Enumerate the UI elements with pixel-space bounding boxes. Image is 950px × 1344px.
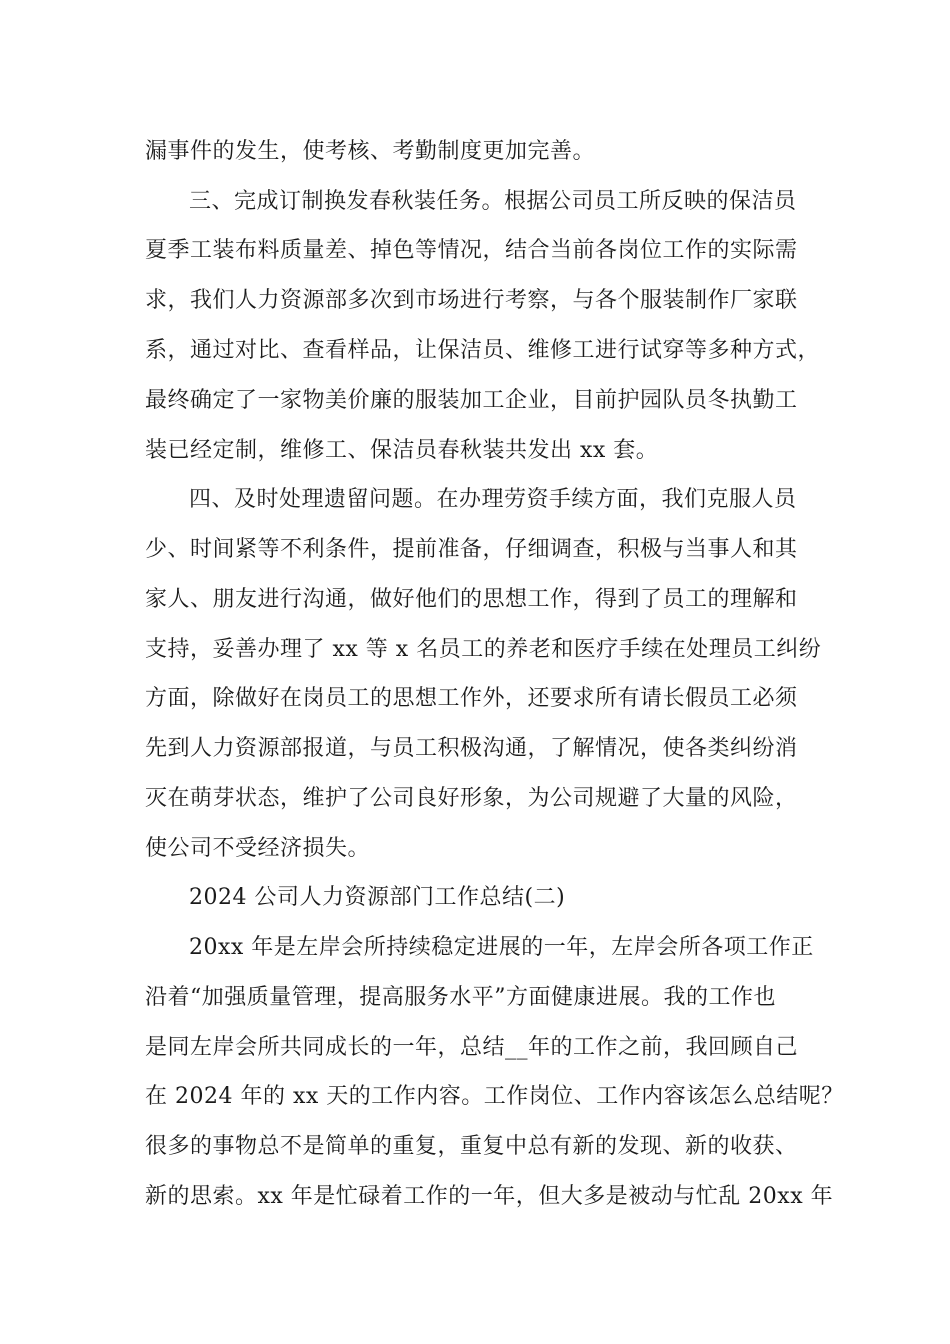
text-line: 少、时间紧等不利条件，提前准备，仔细调查，积极与当事人和其 bbox=[145, 537, 798, 562]
text-line: 装已经定制，维修工、保洁员春秋装共发出 xx 套。 bbox=[145, 438, 659, 463]
text-line: 沿着“加强质量管理，提高服务水平”方面健康进展。我的工作也 bbox=[145, 985, 776, 1010]
text-line: 支持，妥善办理了 xx 等 x 名员工的养老和医疗手续在处理员工纠纷 bbox=[145, 637, 822, 662]
text-line: 使公司不受经济损失。 bbox=[145, 836, 371, 861]
text-line: 是同左岸会所共同成长的一年，总结__年的工作之前，我回顾自己 bbox=[145, 1035, 799, 1060]
text-line: 夏季工装布料质量差、掉色等情况，结合当前各岗位工作的实际需 bbox=[145, 238, 798, 263]
text-line: 很多的事物总不是简单的重复，重复中总有新的发现、新的收获、 bbox=[145, 1134, 798, 1159]
text-line: 灭在萌芽状态，维护了公司良好形象，为公司规避了大量的风险， bbox=[145, 786, 798, 811]
text-line: 系，通过对比、查看样品，让保洁员、维修工进行试穿等多种方式， bbox=[145, 338, 821, 363]
text-line: 求，我们人力资源部多次到市场进行考察，与各个服装制作厂家联 bbox=[145, 288, 798, 313]
paragraph-heading-3: 三、完成订制换发春秋装任务。根据公司员工所反映的保洁员 bbox=[189, 189, 797, 214]
text-line: 方面，除做好在岗员工的思想工作外，还要求所有请长假员工必须 bbox=[145, 686, 798, 711]
paragraph-heading-4: 四、及时处理遗留问题。在办理劳资手续方面，我们克服人员 bbox=[189, 487, 797, 512]
section-title: 2024 公司人力资源部门工作总结(二) bbox=[189, 885, 566, 910]
text-line: 家人、朋友进行沟通，做好他们的思想工作，得到了员工的理解和 bbox=[145, 587, 798, 612]
text-line: 先到人力资源部报道，与员工积极沟通，了解情况，使各类纠纷消 bbox=[145, 736, 798, 761]
text-line: 新的思索。xx 年是忙碌着工作的一年，但大多是被动与忙乱 20xx 年 bbox=[145, 1184, 834, 1209]
text-line: 漏事件的发生，使考核、考勤制度更加完善。 bbox=[145, 139, 596, 164]
text-line: 在 2024 年的 xx 天的工作内容。工作岗位、工作内容该怎么总结呢？ bbox=[145, 1084, 844, 1109]
text-line: 20xx 年是左岸会所持续稳定进展的一年，左岸会所各项工作正 bbox=[189, 935, 814, 960]
text-line: 最终确定了一家物美价廉的服装加工企业，目前护园队员冬执勤工 bbox=[145, 388, 798, 413]
